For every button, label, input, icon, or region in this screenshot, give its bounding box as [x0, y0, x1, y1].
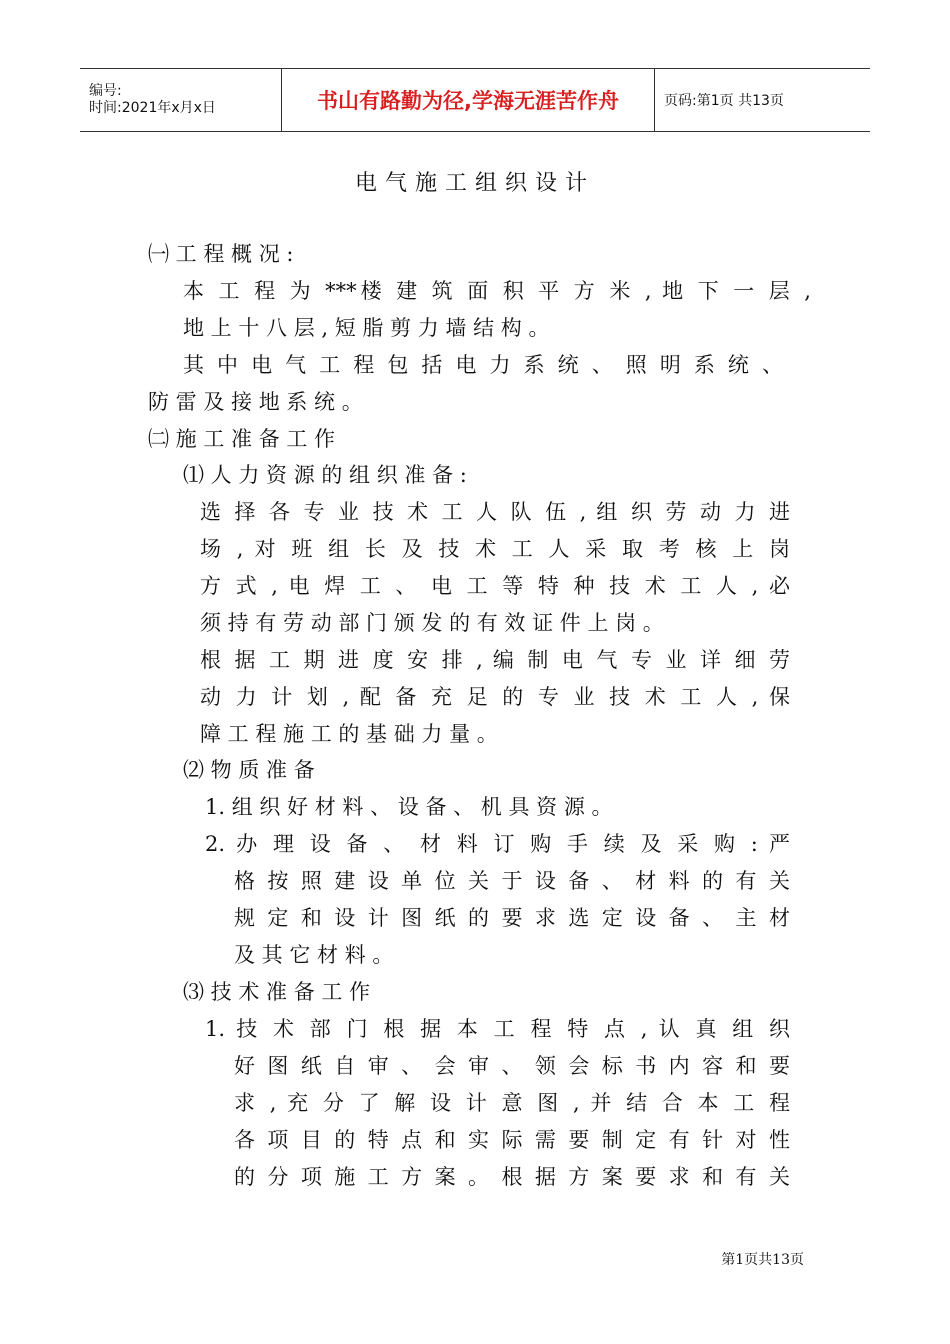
- header-motto: 书山有路勤为径,学海无涯苦作舟: [282, 69, 655, 131]
- paragraph-line: 各 项 目 的 特 点 和 实 际 需 要 制 定 有 针 对 性: [234, 1128, 790, 1152]
- list-item: 2. 办 理 设 备 、 材 料 订 购 手 续 及 采 购 : 严: [205, 832, 790, 856]
- paragraph-line: 场 , 对 班 组 长 及 技 术 工 人 采 取 考 核 上 岗: [200, 537, 790, 561]
- paragraph-line: 地 上 十 八 层 , 短 脂 剪 力 墙 结 构 。: [183, 316, 550, 340]
- page-footer: 第1页共13页: [721, 1252, 804, 1268]
- paragraph-line: 须 持 有 劳 动 部 门 颁 发 的 有 效 证 件 上 岗 。: [200, 611, 664, 635]
- subsection-heading-materials: ⑵ 物 质 准 备: [183, 758, 315, 782]
- document-title: 电气施工组织设计: [354, 171, 595, 196]
- paragraph-line: 根 据 工 期 进 度 安 排 , 编 制 电 气 专 业 详 细 劳: [200, 648, 790, 672]
- paragraph-line: 防 雷 及 接 地 系 统 。: [148, 390, 363, 414]
- subsection-heading-technical: ⑶ 技 术 准 备 工 作: [183, 980, 371, 1004]
- document-header: [80, 68, 870, 132]
- paragraph-line: 求 , 充 分 了 解 设 计 意 图 , 并 结 合 本 工 程: [234, 1091, 790, 1115]
- list-item: 1. 组 织 好 材 料 、 设 备 、 机 具 资 源 。: [205, 795, 613, 819]
- section-heading-overview: ㈠ 工 程 概 况 :: [148, 242, 294, 266]
- paragraph-line: 方 式 , 电 焊 工 、 电 工 等 特 种 技 术 工 人 , 必: [200, 574, 790, 598]
- paragraph-line: 格 按 照 建 设 单 位 关 于 设 备 、 材 料 的 有 关: [234, 869, 790, 893]
- paragraph-line: 障 工 程 施 工 的 基 础 力 量 。: [200, 722, 498, 746]
- header-page-info: 页码:第1页 共13页: [664, 93, 784, 109]
- paragraph-line: 本 工 程 为 ***楼 建 筑 面 积 平 方 米 , 地 下 一 层 ,: [183, 279, 811, 303]
- paragraph-line: 及 其 它 材 料 。: [234, 943, 394, 967]
- number-label: 编号:: [89, 83, 122, 99]
- paragraph-line: 的 分 项 施 工 方 案 。 根 据 方 案 要 求 和 有 关: [234, 1165, 790, 1189]
- subsection-heading-human-resources: ⑴ 人 力 资 源 的 组 织 准 备 :: [183, 463, 467, 487]
- list-item: 1. 技 术 部 门 根 据 本 工 程 特 点 , 认 真 组 织: [205, 1017, 790, 1041]
- paragraph-line: 选 择 各 专 业 技 术 工 人 队 伍 , 组 织 劳 动 力 进: [200, 500, 790, 524]
- header-meta: [80, 69, 282, 131]
- time-label: 时间:2021年x月x日: [89, 100, 216, 116]
- paragraph-line: 动 力 计 划 , 配 备 充 足 的 专 业 技 术 工 人 , 保: [200, 685, 790, 709]
- paragraph-line: 规 定 和 设 计 图 纸 的 要 求 选 定 设 备 、 主 材: [234, 906, 790, 930]
- paragraph-line: 好 图 纸 自 审 、 会 审 、 领 会 标 书 内 容 和 要: [234, 1054, 790, 1078]
- paragraph-line: 其 中 电 气 工 程 包 括 电 力 系 统 、 照 明 系 统 、: [183, 353, 783, 377]
- section-heading-preparation: ㈡ 施 工 准 备 工 作: [148, 427, 336, 451]
